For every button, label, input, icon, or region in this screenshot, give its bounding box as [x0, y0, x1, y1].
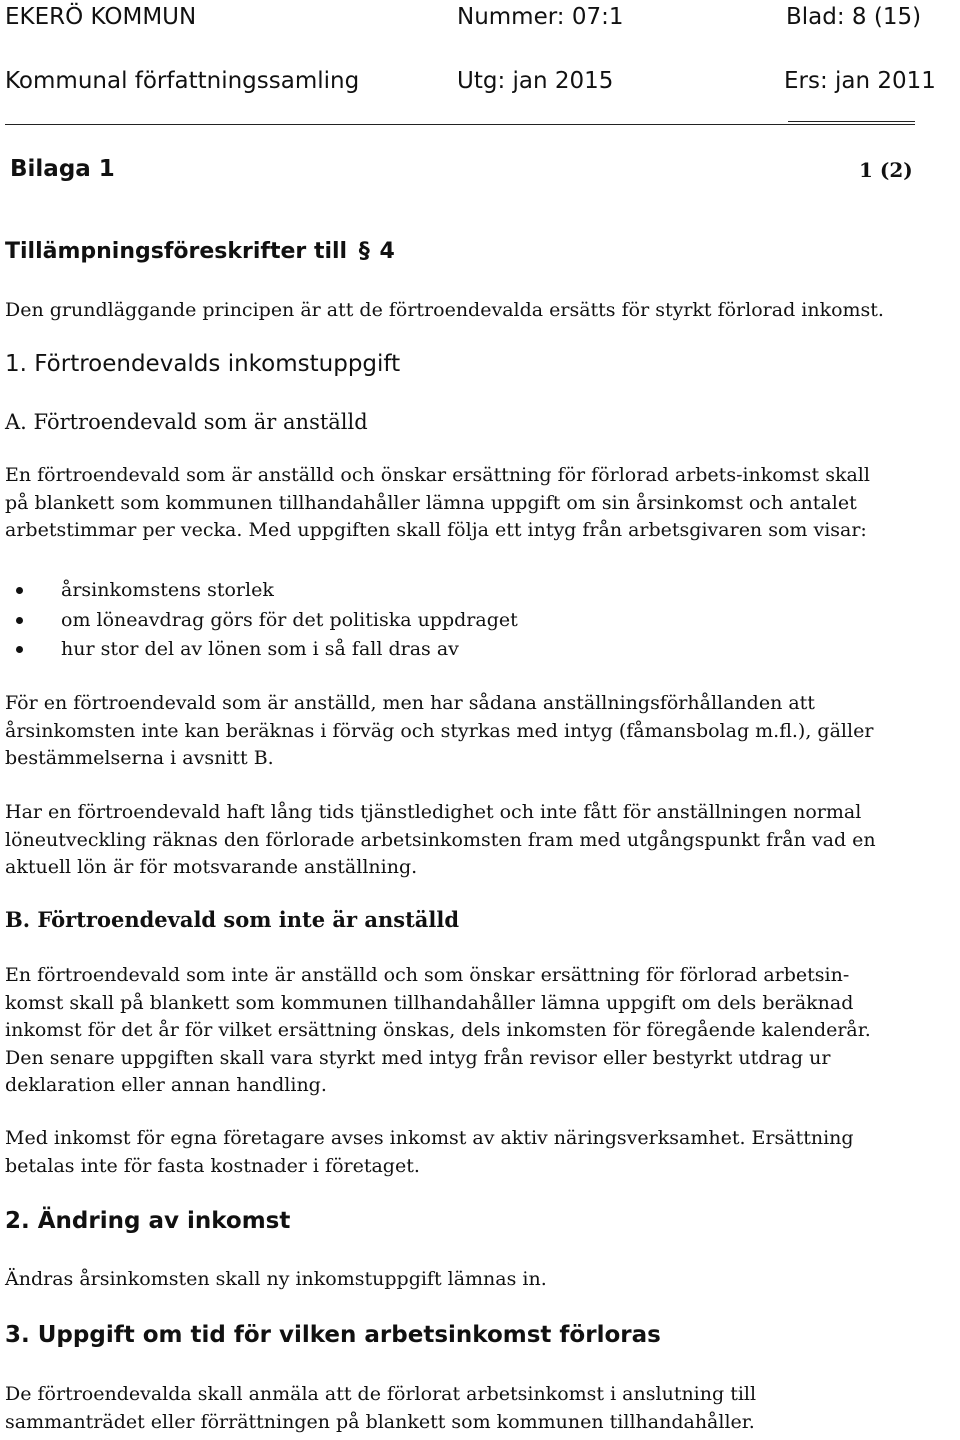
paragraph-a1	[5, 462, 960, 545]
paragraph-line: En förtroendevald som är anställd och önskar ersättning för förlorad arbets-inkomst skall	[5, 464, 870, 486]
paragraph-b1	[5, 962, 960, 1100]
bullet-list	[0, 576, 960, 665]
heading-1: 1. Förtroendevalds inkomstuppgift	[5, 351, 401, 377]
list-item-text: hur stor del av lönen som i så fall dras av	[61, 638, 459, 660]
appendix-title: Bilaga 1	[10, 156, 115, 182]
paragraph-line: årsinkomsten inte kan beräknas i förväg och styrkas med intyg (fåmansbolag m.fl.), gäller	[5, 719, 874, 742]
paragraph-3	[5, 1381, 960, 1436]
paragraph-line: bestämmelserna i avsnitt B.	[5, 747, 274, 769]
list-item	[0, 635, 960, 665]
paragraph-line: löneutveckling räknas den förlorade arbetsinkomsten fram med utgångspunkt från vad en	[5, 828, 876, 851]
paragraph-b2	[5, 1125, 960, 1180]
header-rule	[5, 124, 915, 125]
appendix-page: 1 (2)	[859, 158, 913, 182]
section-number: 4	[379, 239, 395, 264]
paragraph-line: på blankett som kommunen tillhandahåller lämna uppgift om sin årsinkomst och antalet	[5, 491, 857, 514]
list-item	[0, 576, 960, 606]
paragraph-line: deklaration eller annan handling.	[5, 1074, 327, 1096]
list-item-text: om löneavdrag görs för det politiska uppdraget	[61, 608, 518, 631]
intro-line: Den grundläggande principen är att de förtroendevalda ersätts för styrkt förlorad inkomst.	[5, 299, 884, 321]
paragraph-line: aktuell lön är för motsvarande anställning.	[5, 856, 418, 878]
paragraph-line: Ändras årsinkomsten skall ny inkomstuppgift lämnas in.	[5, 1268, 547, 1290]
intro-paragraph	[5, 297, 960, 325]
heading-3: 3. Uppgift om tid för vilken arbetsinkomst förloras	[5, 1322, 661, 1348]
heading-2: 2. Ändring av inkomst	[5, 1208, 291, 1234]
paragraph-line: För en förtroendevald som är anställd, men har sådana anställningsförhållanden att	[5, 692, 815, 714]
paragraph-line: inkomst för det år för vilket ersättning önskas, dels inkomsten för föregående kalenderår.	[5, 1019, 871, 1041]
paragraph-line: Med inkomst för egna företagare avses inkomst av aktiv näringsverksamhet. Ersättning	[5, 1127, 854, 1149]
heading-b: B. Förtroendevald som inte är anställd	[5, 907, 460, 932]
header-number: Nummer: 07:1	[457, 4, 624, 30]
paragraph-a2	[5, 690, 960, 773]
list-item-text: årsinkomstens storlek	[61, 579, 274, 601]
header-municipality: EKERÖ KOMMUN	[5, 4, 197, 30]
bullet-icon	[16, 646, 23, 653]
header-issued: Utg: jan 2015	[457, 68, 614, 94]
paragraph-line: arbetstimmar per vecka. Med uppgiften skall följa ett intyg från arbetsgivaren som visar:	[5, 519, 867, 541]
paragraph-line: Har en förtroendevald haft lång tids tjänstledighet och inte fått för anställningen normal	[5, 801, 862, 823]
paragraph-line: komst skall på blankett som kommunen tillhandahåller lämna uppgift om dels beräknad	[5, 991, 854, 1014]
header-replaces: Ers: jan 2011	[784, 68, 936, 94]
paragraph-a3	[5, 799, 960, 882]
section-symbol: §	[358, 239, 370, 264]
bullet-icon	[16, 587, 23, 594]
paragraph-line: Den senare uppgiften skall vara styrkt med intyg från revisor eller bestyrkt utdrag ur	[5, 1046, 831, 1069]
section-title	[5, 239, 395, 264]
section-title-text: Tillämpningsföreskrifter till	[5, 239, 348, 264]
header-collection: Kommunal författningssamling	[5, 68, 360, 94]
paragraph-line: sammanträdet eller förrättningen på blankett som kommunen tillhandahåller.	[5, 1410, 755, 1433]
header-sheet: Blad: 8 (15)	[786, 4, 922, 30]
bullet-icon	[16, 617, 23, 624]
heading-a: A. Förtroendevald som är anställd	[5, 410, 368, 434]
paragraph-line: betalas inte för fasta kostnader i företaget.	[5, 1154, 420, 1177]
paragraph-2	[5, 1266, 960, 1294]
list-item	[0, 606, 960, 636]
header-rule-accent	[788, 121, 915, 122]
paragraph-line: De förtroendevalda skall anmäla att de förlorat arbetsinkomst i anslutning till	[5, 1383, 757, 1405]
paragraph-line: En förtroendevald som inte är anställd och som önskar ersättning för förlorad arbetsin-	[5, 964, 850, 986]
